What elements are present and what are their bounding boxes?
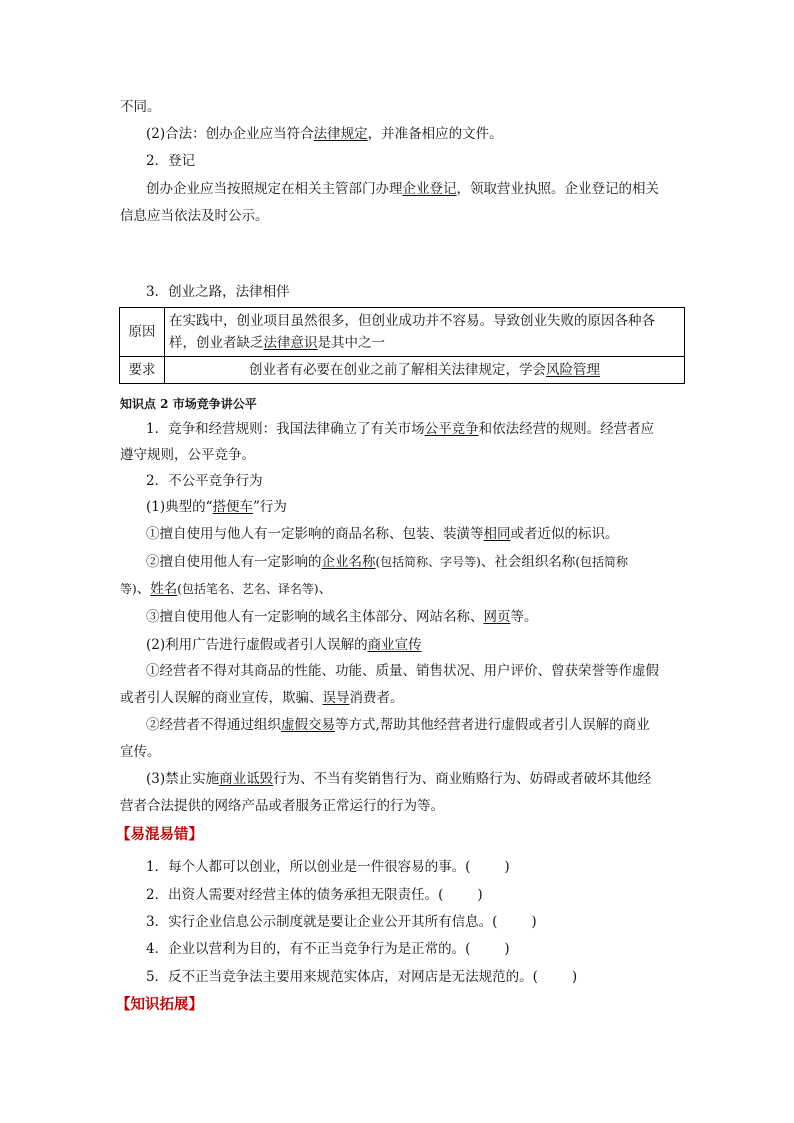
para-registration-cont: 信息应当依法及时公示。 (120, 208, 269, 224)
blank-answer: 相同 (483, 526, 511, 542)
table-row (120, 357, 685, 384)
list-item: 4．企业以营利为目的，有不正当竞争行为是正常的。( ) (146, 941, 510, 957)
blank-answer: 商业诋毁 (219, 771, 274, 787)
para-item-2: ②擅自使用他人有一定影响的企业名称(包括简称、字号等)、社会组织名称(包括简称 (146, 554, 629, 570)
blank-answer: 误导 (322, 690, 350, 706)
knowledge-point-heading: 知识点 2 市场竞争讲公平 (120, 397, 257, 411)
blank-answer: 商业宣传 (367, 637, 422, 653)
para-ad-1: ①经营者不得对其商品的性能、功能、质量、销售状况、用户评价、曾获荣誉等作虚假 (146, 663, 659, 679)
list-item: 3．实行企业信息公示制度就是要让企业公开其所有信息。( ) (146, 914, 537, 930)
table-value: 在实践中，创业项目虽然很多，但创业成功并不容易。导致创业失败的原因各种各 样，创业者缺乏法律意识是其中之一 (165, 308, 685, 357)
blank-answer: 风险管理 (546, 362, 600, 378)
para-rules: 1．竞争和经营规则：我国法律确立了有关市场公平竞争和依法经营的规则。经营者应 (146, 421, 655, 437)
blank-answer: 法律意识 (263, 335, 318, 351)
blank-answer: 法律规定 (313, 126, 368, 142)
section-confuse-heading: 【易混易错】 (116, 826, 203, 843)
para-prohibit: (3)禁止实施商业诋毁行为、不当有奖销售行为、商业贿赂行为、妨碍或者破坏其他经 (146, 771, 652, 787)
para-freeride: (1)典型的“搭便车”行为 (146, 499, 287, 515)
para-ad-2-cont: 宣传。 (120, 744, 161, 760)
list-item: 5．反不正当竞争法主要用来规范实体店，对网店是无法规范的。( ) (146, 969, 578, 985)
table-value: 创业者有必要在创业之前了解相关法律规定，学会风险管理 (165, 357, 685, 384)
section-expand-heading: 【知识拓展】 (116, 996, 203, 1013)
para-ad-1-cont: 或者引人误解的商业宣传，欺骗、误导消费者。 (120, 690, 404, 706)
list-item: 2．出资人需要对经营主体的债务承担无限责任。( ) (146, 887, 483, 903)
blank-answer: 虚假交易 (281, 717, 335, 733)
para-ad-2: ②经营者不得通过组织虚假交易等方式,帮助其他经营者进行虚假或者引人误解的商业 (146, 717, 650, 733)
heading-startup-law: 3．创业之路，法律相伴 (146, 284, 290, 300)
para-prohibit-cont: 营者合法提供的网络产品或者服务正常运行的行为等。 (120, 798, 444, 814)
heading-registration: 2．登记 (146, 153, 196, 169)
para-registration: 创办企业应当按照规定在相关主管部门办理企业登记，领取营业执照。企业登记的相关 (146, 181, 659, 197)
table-row (120, 308, 685, 357)
para-item-3: ③擅自使用他人有一定影响的域名主体部分、网站名称、网页等。 (146, 609, 538, 625)
para-item-1: ①擅自使用与他人有一定影响的商品名称、包装、装潢等相同或者近似的标识。 (146, 526, 619, 542)
para-rules-cont: 遵守规则，公平竞争。 (120, 447, 255, 463)
table-key: 原因 (120, 308, 165, 357)
para-legal: (2)合法：创办企业应当符合法律规定，并准备相应的文件。 (146, 126, 503, 142)
blank-answer: 搭便车 (212, 499, 254, 515)
blank-answer: 企业名称 (321, 554, 376, 570)
para-continuation: 不同。 (120, 99, 161, 115)
blank-answer: 企业登记 (402, 181, 457, 197)
startup-table (119, 307, 685, 384)
blank-answer: 姓名 (150, 581, 178, 597)
table-key: 要求 (120, 357, 165, 384)
heading-unfair: 2．不公平竞争行为 (146, 473, 263, 489)
para-item-2-cont: 等)、姓名(包括笔名、艺名、译名等)、 (120, 581, 333, 597)
blank-answer: 网页 (483, 609, 511, 625)
para-advertising: (2)利用广告进行虚假或者引人误解的商业宣传 (146, 637, 422, 653)
list-item: 1．每个人都可以创业，所以创业是一件很容易的事。( ) (146, 859, 510, 875)
blank-answer: 公平竞争 (424, 421, 479, 437)
